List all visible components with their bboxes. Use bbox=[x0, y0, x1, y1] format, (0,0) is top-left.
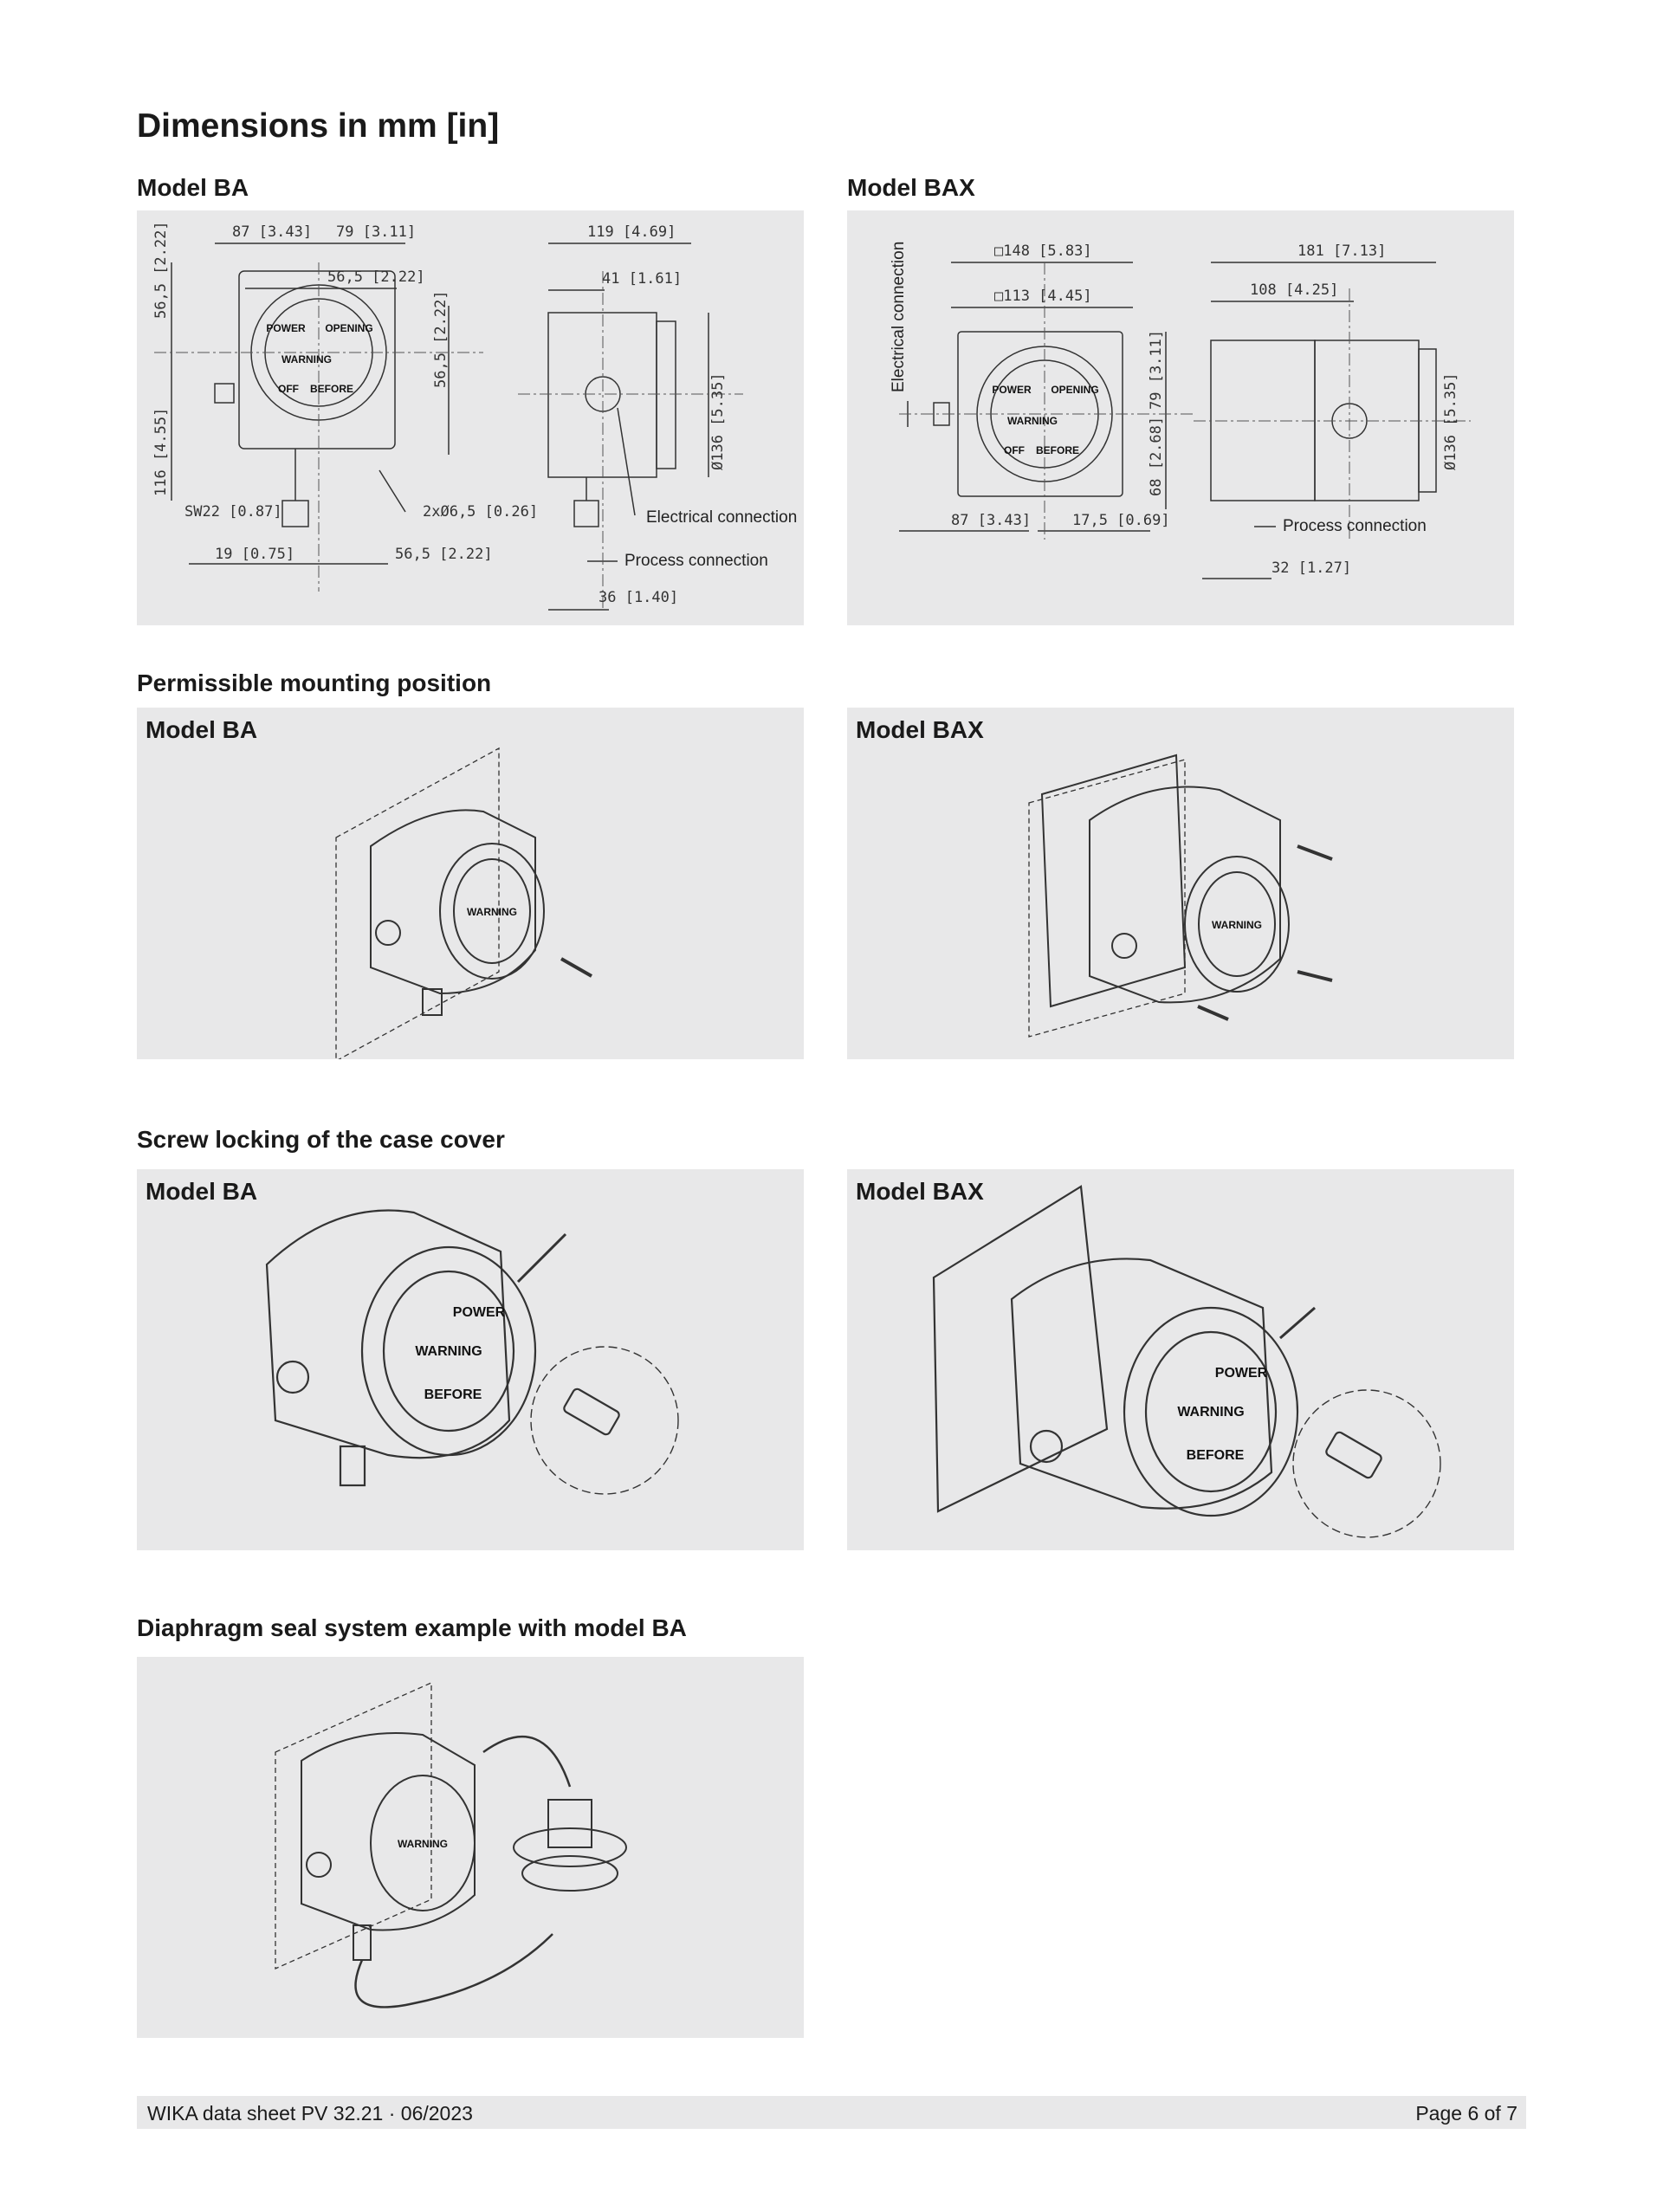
ba-cover-power-text: POWER bbox=[266, 322, 306, 334]
diaphragm-heading: Diaphragm seal system example with model BA bbox=[137, 1614, 687, 1641]
footer-page-number: Page 6 of 7 bbox=[1415, 2102, 1517, 2125]
diaphragm-seal-base bbox=[522, 1856, 618, 1891]
ba-dim-label: 119 [4.69] bbox=[587, 223, 676, 241]
page-footer bbox=[137, 2096, 1526, 2129]
ba-cover-opening-text: OPENING bbox=[325, 322, 373, 334]
screw-locking-ba-panel bbox=[137, 1169, 804, 1550]
ba-process-fitting bbox=[282, 501, 308, 527]
ba-dim-label: 56,5 [2.22] bbox=[432, 290, 450, 388]
bax-dim-label: □113 [4.45] bbox=[994, 288, 1092, 305]
screw-bax-power-text: POWER bbox=[1214, 1366, 1268, 1381]
bax-cover-before-text: BEFORE bbox=[1035, 444, 1080, 456]
locking-screw-detail bbox=[563, 1387, 621, 1436]
screw-ba-power-text: POWER bbox=[452, 1305, 506, 1320]
bax-dim-label: 17,5 [0.69] bbox=[1072, 512, 1170, 529]
diaphragm-seal-body bbox=[548, 1800, 592, 1847]
bax-dim-label: 32 [1.27] bbox=[1272, 559, 1352, 577]
footer-document-reference: WIKA data sheet PV 32.21 · 06/2023 bbox=[147, 2102, 473, 2125]
mounting-bax-warning-text: WARNING bbox=[1212, 919, 1262, 931]
ba-process-fitting bbox=[340, 1446, 365, 1485]
bax-dimension-drawing bbox=[847, 210, 1514, 625]
bax-dim-label: □148 [5.83] bbox=[994, 243, 1092, 260]
dimensions-bax-drawing bbox=[847, 210, 1514, 625]
screw-bax-before-text: BEFORE bbox=[1186, 1448, 1245, 1463]
mounting-ba-illustration bbox=[137, 708, 804, 1059]
ba-dim-label: 79 [3.11] bbox=[336, 223, 417, 241]
ba-side-cover bbox=[657, 321, 676, 469]
mounting-ba-warning-text: WARNING bbox=[467, 906, 517, 918]
ba-cable-entry bbox=[277, 1361, 308, 1393]
mounting-screw bbox=[561, 959, 592, 976]
mounting-bax-label: Model BAX bbox=[856, 716, 984, 743]
screw-locking-bax-label: Model BAX bbox=[856, 1178, 984, 1205]
ba-side-process-fitting bbox=[574, 501, 599, 527]
ba-dim-label: Ø136 [5.35] bbox=[709, 372, 727, 470]
ba-dim-label: 56,5 [2.22] bbox=[152, 221, 170, 319]
wall-plane bbox=[336, 748, 499, 1059]
dimensions-bax-heading: Model BAX bbox=[847, 174, 975, 201]
bax-dim-label: 108 [4.25] bbox=[1250, 281, 1339, 299]
ba-dim-label: 2xØ6,5 [0.26] bbox=[423, 503, 539, 521]
ba-dim-label: SW22 [0.87] bbox=[184, 503, 282, 521]
detail-magnifier bbox=[531, 1347, 678, 1494]
bax-electrical-connection-label: Electrical connection bbox=[890, 241, 908, 392]
capillary-line bbox=[356, 1934, 553, 2007]
bax-dim-label: Ø136 [5.35] bbox=[1442, 372, 1459, 470]
ba-cable-gland bbox=[215, 384, 234, 403]
bax-dim-label: 68 [2.68] bbox=[1148, 416, 1165, 496]
diaphragm-panel bbox=[137, 1657, 804, 2038]
bax-dim-label: 181 [7.13] bbox=[1297, 243, 1387, 260]
ba-cable-entry bbox=[376, 921, 400, 945]
ba-dim-label: 19 [0.75] bbox=[215, 546, 295, 563]
ba-electrical-connection-label: Electrical connection bbox=[646, 508, 798, 527]
locking-wrench bbox=[1280, 1308, 1315, 1338]
ba-cover-warning-text: WARNING bbox=[281, 353, 332, 365]
bax-housing-body bbox=[1012, 1258, 1272, 1508]
dimensions-ba-drawing bbox=[137, 210, 804, 625]
mounting-heading: Permissible mounting position bbox=[137, 669, 492, 696]
bax-process-connection-label: Process connection bbox=[1283, 517, 1427, 535]
ba-housing-body bbox=[301, 1733, 475, 1931]
ba-dim-label: 56,5 [2.22] bbox=[395, 546, 493, 563]
ba-dim-label: 116 [4.55] bbox=[152, 407, 170, 496]
ba-cable-entry bbox=[307, 1853, 331, 1877]
ba-cover-off-text: OFF bbox=[278, 383, 299, 395]
bax-cover-off-text: OFF bbox=[1004, 444, 1025, 456]
page-title: Dimensions in mm [in] bbox=[137, 107, 500, 145]
ba-dim-label: 56,5 [2.22] bbox=[327, 268, 425, 286]
mounting-screw bbox=[1297, 846, 1332, 859]
bax-cable-entry bbox=[1031, 1431, 1062, 1462]
mounting-screw bbox=[1198, 1006, 1228, 1019]
mounting-bax-panel bbox=[847, 708, 1514, 1059]
screw-bax-warning-text: WARNING bbox=[1177, 1405, 1245, 1420]
bax-dim-label: 79 [3.11] bbox=[1148, 329, 1165, 410]
dimensions-ba-heading: Model BA bbox=[137, 174, 249, 201]
capillary-line-upper bbox=[483, 1737, 570, 1787]
screw-locking-bax-panel bbox=[847, 1169, 1514, 1550]
ba-housing-body bbox=[371, 810, 535, 993]
bax-cover-opening-text: OPENING bbox=[1051, 384, 1099, 396]
diaphragm-illustration bbox=[137, 1657, 804, 2038]
screw-ba-warning-text: WARNING bbox=[415, 1344, 482, 1359]
bax-cover-power-text: POWER bbox=[992, 384, 1032, 396]
ba-dim-label: 87 [3.43] bbox=[232, 223, 313, 241]
detail-magnifier bbox=[1293, 1390, 1440, 1537]
ba-cover-before-text: BEFORE bbox=[309, 383, 354, 395]
bax-dim-label: 87 [3.43] bbox=[951, 512, 1032, 529]
mounting-ba-label: Model BA bbox=[146, 716, 258, 743]
mounting-ba-panel bbox=[137, 708, 804, 1059]
ba-housing-body bbox=[267, 1211, 509, 1458]
locking-wrench bbox=[518, 1234, 566, 1282]
screw-locking-ba-label: Model BA bbox=[146, 1178, 258, 1205]
bax-cover-warning-text: WARNING bbox=[1007, 415, 1058, 427]
ba-dimension-drawing bbox=[137, 210, 804, 625]
mounting-bax-illustration bbox=[847, 708, 1514, 1059]
mounting-screw bbox=[1297, 972, 1332, 980]
ba-dim-label: 41 [1.61] bbox=[602, 270, 683, 288]
locking-screw-detail bbox=[1325, 1431, 1383, 1479]
screw-locking-heading: Screw locking of the case cover bbox=[137, 1126, 505, 1153]
ba-dim-label: 36 [1.40] bbox=[599, 589, 679, 606]
screw-locking-bax-illustration bbox=[847, 1169, 1514, 1550]
screw-locking-ba-illustration bbox=[137, 1169, 804, 1550]
wall-plane bbox=[1029, 760, 1185, 1037]
bax-cable-entry bbox=[1112, 934, 1136, 958]
diaphragm-warning-text: WARNING bbox=[398, 1838, 448, 1850]
screw-ba-before-text: BEFORE bbox=[424, 1387, 482, 1402]
ba-process-connection-label: Process connection bbox=[624, 552, 768, 570]
